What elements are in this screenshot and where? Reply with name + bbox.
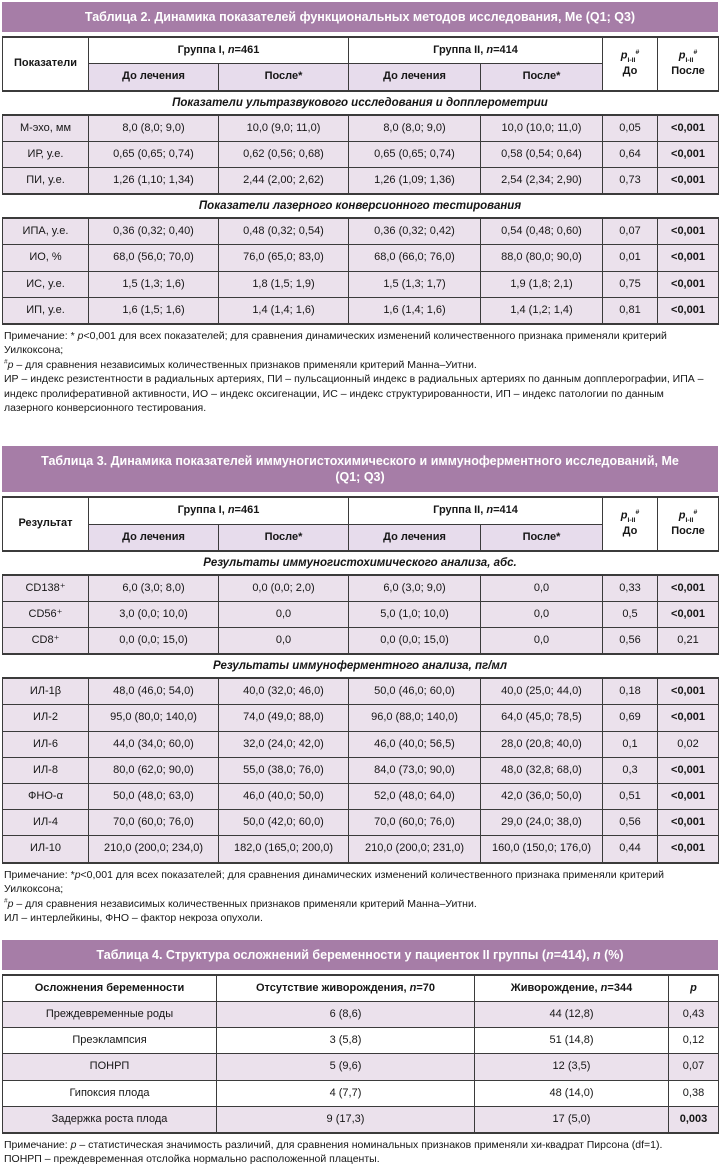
table3-header-table (2, 496, 719, 551)
cell-value: 0,0 (481, 575, 603, 602)
cell-value: 0,0 (219, 628, 349, 655)
cell-value: 46,0 (40,0; 56,5) (349, 731, 481, 757)
cell-value: 5,0 (1,0; 10,0) (349, 601, 481, 627)
row-label: ИЛ-6 (3, 731, 89, 757)
cell-value: 0,81 (603, 297, 658, 324)
cell-value: 1,4 (1,2; 1,4) (481, 297, 603, 324)
table-row (3, 115, 719, 142)
cell-value: 70,0 (60,0; 76,0) (349, 810, 481, 836)
cell-value: <0,001 (658, 218, 719, 245)
cell-value: 0,5 (603, 601, 658, 627)
table2-section1-rows (2, 114, 719, 196)
cell-value: 52,0 (48,0; 64,0) (349, 784, 481, 810)
cell-value: 12 (3,5) (475, 1054, 669, 1080)
cell-value: <0,001 (658, 757, 719, 783)
cell-value: 48,0 (46,0; 54,0) (89, 678, 219, 705)
cell-value: 32,0 (24,0; 42,0) (219, 731, 349, 757)
cell-value: 1,6 (1,5; 1,6) (89, 297, 219, 324)
cell-value: 1,5 (1,3; 1,6) (89, 271, 219, 297)
cell-value: 210,0 (200,0; 231,0) (349, 836, 481, 863)
cell-value: 0,0 (0,0; 2,0) (219, 575, 349, 602)
table3-section2-rows (2, 677, 719, 863)
column-header-group1: Группа I, n=461 (89, 497, 349, 524)
cell-value: 0,12 (669, 1028, 719, 1054)
cell-value: 0,56 (603, 810, 658, 836)
table-row (3, 757, 719, 783)
row-label: Задержка роста плода (3, 1106, 217, 1133)
p-value-symbol: $p_{I-II}^{\#}$ (678, 509, 698, 525)
column-header-before-treatment: До лечения (349, 64, 481, 91)
row-label: ИР, у.е. (3, 141, 89, 167)
cell-value: <0,001 (658, 810, 719, 836)
column-header-before-treatment: До лечения (89, 524, 219, 551)
cell-value: 55,0 (38,0; 76,0) (219, 757, 349, 783)
cell-value: 1,9 (1,8; 2,1) (481, 271, 603, 297)
cell-value: 0,58 (0,54; 0,64) (481, 141, 603, 167)
cell-value: 0,05 (603, 115, 658, 142)
cell-value: 0,65 (0,65; 0,74) (349, 141, 481, 167)
cell-value: 40,0 (32,0; 46,0) (219, 678, 349, 705)
table4-header-row (3, 975, 719, 1002)
table-row (3, 836, 719, 863)
cell-value: 0,3 (603, 757, 658, 783)
cell-value: 0,0 (0,0; 15,0) (89, 628, 219, 655)
cell-value: 1,26 (1,10; 1,34) (89, 168, 219, 195)
cell-value: 46,0 (40,0; 50,0) (219, 784, 349, 810)
column-header-group1: Группа I, n=461 (89, 37, 349, 64)
cell-value: 50,0 (46,0; 60,0) (349, 678, 481, 705)
row-label: CD8⁺ (3, 628, 89, 655)
row-label: ПИ, у.е. (3, 168, 89, 195)
cell-value: 0,44 (603, 836, 658, 863)
column-header-livebirth: Живорождение, n=344 (475, 975, 669, 1002)
footnote-line: ИЛ – интерлейкины, ФНО – фактор некроза опухоли. (4, 912, 263, 925)
cell-value: 6,0 (3,0; 8,0) (89, 575, 219, 602)
cell-value: 0,0 (0,0; 15,0) (349, 628, 481, 655)
row-label: ИЛ-2 (3, 705, 89, 731)
cell-value: 0,02 (658, 731, 719, 757)
table-row (3, 1080, 719, 1106)
footnote-line: Примечание: * p<0,001 для всех показателей; для сравнения динамических изменений количественного признака применяли критерий Уилкоксона; (4, 329, 667, 357)
table4-table (2, 974, 719, 1134)
cell-value: 3 (5,8) (217, 1028, 475, 1054)
page (2, 0, 718, 1173)
table-row (3, 810, 719, 836)
cell-value: <0,001 (658, 141, 719, 167)
cell-value: 0,48 (0,32; 0,54) (219, 218, 349, 245)
table-row (3, 271, 719, 297)
p-value-symbol: $p_{I-II}^{\#}$ (620, 509, 640, 525)
table3-title: Таблица 3. Динамика показателей иммуногистохимического и иммуноферментного исследований, Ме (Q1; Q3) (2, 446, 718, 493)
cell-value: 1,4 (1,4; 1,6) (219, 297, 349, 324)
cell-value: 0,54 (0,48; 0,60) (481, 218, 603, 245)
footnote-line: #p – для сравнения независимых количественных признаков применяли критерий Манна–Уитни. (4, 897, 477, 910)
cell-value: 74,0 (49,0; 88,0) (219, 705, 349, 731)
table3-footnote (2, 864, 718, 926)
cell-value: 10,0 (9,0; 11,0) (219, 115, 349, 142)
p-value-label: До (622, 525, 638, 538)
cell-value: 1,5 (1,3; 1,7) (349, 271, 481, 297)
column-header-group2: Группа II, n=414 (349, 37, 603, 64)
cell-value: 0,18 (603, 678, 658, 705)
table-row (3, 628, 719, 655)
table3-group-header-row (3, 497, 719, 524)
table-row (3, 218, 719, 245)
cell-value: 0,64 (603, 141, 658, 167)
cell-value: <0,001 (658, 271, 719, 297)
cell-value: 0,36 (0,32; 0,42) (349, 218, 481, 245)
cell-value: 2,54 (2,34; 2,90) (481, 168, 603, 195)
cell-value: 0,0 (481, 628, 603, 655)
cell-value: 1,26 (1,09; 1,36) (349, 168, 481, 195)
cell-value: 48,0 (32,8; 68,0) (481, 757, 603, 783)
row-label: Преждевременные роды (3, 1001, 217, 1027)
row-label: Преэклампсия (3, 1028, 217, 1054)
cell-value: 0,43 (669, 1001, 719, 1027)
cell-value: 0,003 (669, 1106, 719, 1133)
cell-value: 1,6 (1,4; 1,6) (349, 297, 481, 324)
table-row (3, 245, 719, 271)
column-header-p-before (603, 37, 658, 90)
cell-value: 0,51 (603, 784, 658, 810)
cell-value: 4 (7,7) (217, 1080, 475, 1106)
table4-footnote (2, 1134, 718, 1167)
column-header-result: Результат (3, 497, 89, 550)
row-label: ФНО-α (3, 784, 89, 810)
table-row (3, 601, 719, 627)
cell-value: 6 (8,6) (217, 1001, 475, 1027)
column-header-after-treatment: После* (219, 64, 349, 91)
column-header-before-treatment: До лечения (89, 64, 219, 91)
table-row (3, 575, 719, 602)
column-header-before-treatment: До лечения (349, 524, 481, 551)
cell-value: 0,33 (603, 575, 658, 602)
cell-value: 0,0 (481, 601, 603, 627)
cell-value: 44 (12,8) (475, 1001, 669, 1027)
table-row (3, 1054, 719, 1080)
cell-value: 17 (5,0) (475, 1106, 669, 1133)
table-row (3, 1028, 719, 1054)
cell-value: 84,0 (73,0; 90,0) (349, 757, 481, 783)
cell-value: <0,001 (658, 836, 719, 863)
cell-value: 76,0 (65,0; 83,0) (219, 245, 349, 271)
cell-value: 2,44 (2,00; 2,62) (219, 168, 349, 195)
cell-value: 160,0 (150,0; 176,0) (481, 836, 603, 863)
table2-block (2, 2, 718, 416)
cell-value: 0,0 (219, 601, 349, 627)
cell-value: 70,0 (60,0; 76,0) (89, 810, 219, 836)
cell-value: <0,001 (658, 168, 719, 195)
cell-value: 5 (9,6) (217, 1054, 475, 1080)
column-header-parameters: Показатели (3, 37, 89, 90)
table-row (3, 1106, 719, 1133)
row-label: ИС, у.е. (3, 271, 89, 297)
cell-value: 80,0 (62,0; 90,0) (89, 757, 219, 783)
cell-value: 44,0 (34,0; 60,0) (89, 731, 219, 757)
row-label: ИЛ-1β (3, 678, 89, 705)
cell-value: 0,07 (669, 1054, 719, 1080)
cell-value: 0,01 (603, 245, 658, 271)
cell-value: 8,0 (8,0; 9,0) (349, 115, 481, 142)
table2-group-header-row (3, 37, 719, 64)
table-row (3, 1001, 719, 1027)
row-label: ИПА, у.е. (3, 218, 89, 245)
table-row (3, 678, 719, 705)
cell-value: 0,65 (0,65; 0,74) (89, 141, 219, 167)
cell-value: 0,62 (0,56; 0,68) (219, 141, 349, 167)
cell-value: <0,001 (658, 601, 719, 627)
cell-value: 3,0 (0,0; 10,0) (89, 601, 219, 627)
table-row (3, 705, 719, 731)
table2-title: Таблица 2. Динамика показателей функциональных методов исследования, Ме (Q1; Q3) (2, 2, 718, 32)
p-value-label: После (671, 65, 705, 78)
cell-value: 0,21 (658, 628, 719, 655)
cell-value: <0,001 (658, 678, 719, 705)
cell-value: 210,0 (200,0; 234,0) (89, 836, 219, 863)
cell-value: 88,0 (80,0; 90,0) (481, 245, 603, 271)
cell-value: 50,0 (42,0; 60,0) (219, 810, 349, 836)
table3-section1-rows (2, 574, 719, 656)
cell-value: 0,69 (603, 705, 658, 731)
column-header-no-livebirth: Отсутствие живорождения, n=70 (217, 975, 475, 1002)
cell-value: 51 (14,8) (475, 1028, 669, 1054)
cell-value: 68,0 (66,0; 76,0) (349, 245, 481, 271)
column-header-complications: Осложнения беременности (3, 975, 217, 1002)
p-value-label: До (622, 65, 638, 78)
cell-value: 9 (17,3) (217, 1106, 475, 1133)
footnote-line: #p – для сравнения независимых количественных признаков применяли критерий Манна–Уитни. (4, 358, 477, 371)
table2-header-table (2, 36, 719, 91)
cell-value: <0,001 (658, 115, 719, 142)
cell-value: 0,73 (603, 168, 658, 195)
row-label: Гипоксия плода (3, 1080, 217, 1106)
cell-value: <0,001 (658, 705, 719, 731)
column-header-p-after (658, 37, 719, 90)
cell-value: <0,001 (658, 575, 719, 602)
cell-value: 96,0 (88,0; 140,0) (349, 705, 481, 731)
footnote-line: ПОНРП – преждевременная отслойка нормально расположенной плаценты. (4, 1153, 380, 1166)
table3-section2-caption: Результаты иммуноферментного анализа, пг/мл (213, 660, 507, 673)
table2-section2-caption: Показатели лазерного конверсионного тестирования (198, 200, 522, 213)
cell-value: 29,0 (24,0; 38,0) (481, 810, 603, 836)
column-header-after-treatment: После* (481, 64, 603, 91)
row-label: ИЛ-10 (3, 836, 89, 863)
cell-value: 0,07 (603, 218, 658, 245)
table-row (3, 168, 719, 195)
cell-value: 1,8 (1,5; 1,9) (219, 271, 349, 297)
row-label: ИП, у.е. (3, 297, 89, 324)
row-label: М-эхо, мм (3, 115, 89, 142)
p-value-label: После (671, 525, 705, 538)
table4-block (2, 940, 718, 1167)
cell-value: <0,001 (658, 297, 719, 324)
footnote-line: Примечание: p – статистическая значимость различий, для сравнения номинальных признаков применяли хи-квадрат Пирсона (df=1). (4, 1138, 663, 1151)
column-header-group2: Группа II, n=414 (349, 497, 603, 524)
table2-footnote (2, 325, 718, 416)
table-row (3, 731, 719, 757)
column-header-p-after (658, 497, 719, 550)
column-header-p-before (603, 497, 658, 550)
cell-value: 48 (14,0) (475, 1080, 669, 1106)
row-label: ИЛ-4 (3, 810, 89, 836)
cell-value: 182,0 (165,0; 200,0) (219, 836, 349, 863)
cell-value: 8,0 (8,0; 9,0) (89, 115, 219, 142)
cell-value: 64,0 (45,0; 78,5) (481, 705, 603, 731)
column-header-after-treatment: После* (481, 524, 603, 551)
row-label: CD138⁺ (3, 575, 89, 602)
cell-value: 0,36 (0,32; 0,40) (89, 218, 219, 245)
table-row (3, 784, 719, 810)
table2-section2-rows (2, 217, 719, 325)
table4-title: Таблица 4. Структура осложнений беременности у пациенток II группы (n=414), n (%) (2, 940, 718, 970)
row-label: ИО, % (3, 245, 89, 271)
cell-value: 0,1 (603, 731, 658, 757)
cell-value: 0,38 (669, 1080, 719, 1106)
table3-section1-caption: Результаты иммуногистохимического анализа, абс. (203, 556, 517, 569)
row-label: ПОНРП (3, 1054, 217, 1080)
table-row (3, 141, 719, 167)
column-header-after-treatment: После* (219, 524, 349, 551)
cell-value: 42,0 (36,0; 50,0) (481, 784, 603, 810)
cell-value: 68,0 (56,0; 70,0) (89, 245, 219, 271)
row-label: CD56⁺ (3, 601, 89, 627)
table2-section1-caption: Показатели ультразвукового исследования и допплерометрии (172, 96, 548, 109)
cell-value: 0,56 (603, 628, 658, 655)
cell-value: 95,0 (80,0; 140,0) (89, 705, 219, 731)
row-label: ИЛ-8 (3, 757, 89, 783)
cell-value: 10,0 (10,0; 11,0) (481, 115, 603, 142)
p-value-symbol: $p_{I-II}^{\#}$ (620, 49, 640, 65)
column-header-p: p (669, 975, 719, 1002)
table3-block (2, 446, 718, 926)
cell-value: 6,0 (3,0; 9,0) (349, 575, 481, 602)
footnote-line: ИР – индекс резистентности в радиальных артериях, ПИ – пульсационный индекс в радиальных артериях по данным допплерографии, ИПА – индекс пролиферативной активности, ИО – индекс оксигенации, ИС – индекс структурированности, ИП – индекс патологии по данным лазерного конверсионного тестирования. (4, 373, 704, 415)
footnote-line: Примечание: *p<0,001 для всех показателей; для сравнения динамических изменений количественного признака применяли критерий Уилкоксона; (4, 868, 664, 896)
cell-value: 0,75 (603, 271, 658, 297)
cell-value: 28,0 (20,8; 40,0) (481, 731, 603, 757)
cell-value: 40,0 (25,0; 44,0) (481, 678, 603, 705)
p-value-symbol: $p_{I-II}^{\#}$ (678, 49, 698, 65)
cell-value: <0,001 (658, 245, 719, 271)
table-row (3, 297, 719, 324)
cell-value: <0,001 (658, 784, 719, 810)
cell-value: 50,0 (48,0; 63,0) (89, 784, 219, 810)
